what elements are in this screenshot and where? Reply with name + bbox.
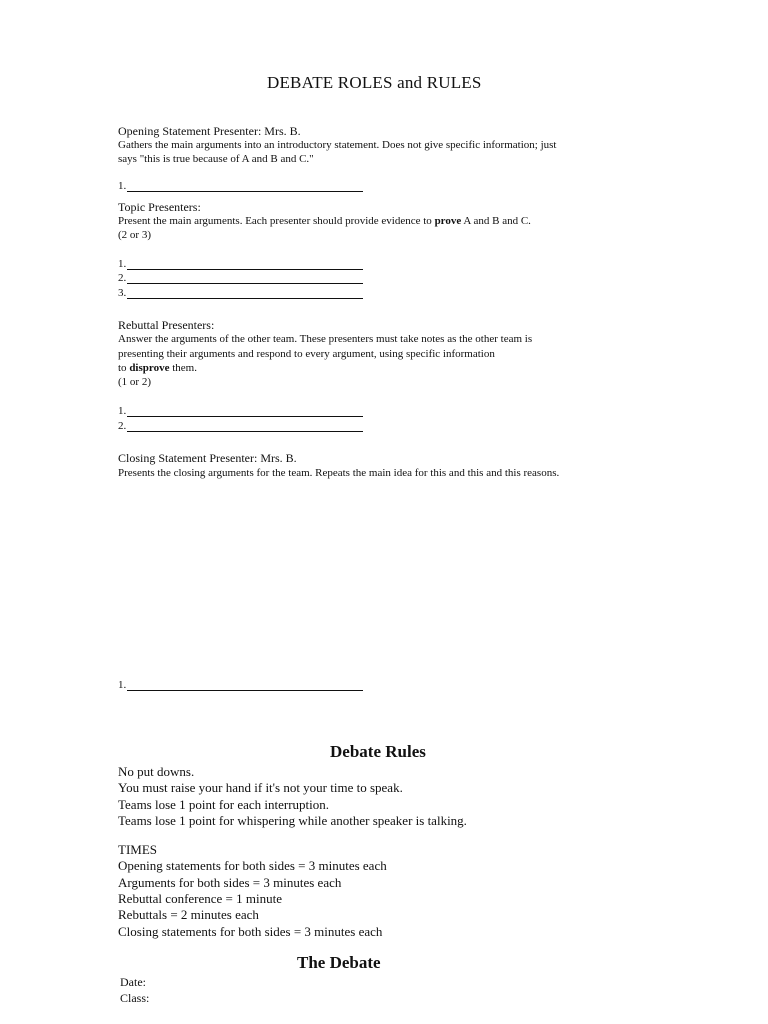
topic-heading: Topic Presenters: [118,200,201,214]
rebuttal-desc-bold: disprove [129,362,170,374]
rebuttal-blank-1[interactable] [118,405,363,417]
time-item: Closing statements for both sides = 3 minutes each [118,924,383,939]
topic-count: (2 or 3) [118,229,151,241]
date-field-label: Date: [120,975,146,989]
rebuttal-desc-line2: presenting their arguments and respond to every argument, using specific information [118,348,495,360]
rebuttal-desc-line3 [118,362,197,374]
blank-line [127,406,363,417]
blank-number: 1. [118,405,127,417]
topic-blank-3[interactable] [118,287,363,299]
debate-heading: The Debate [297,953,381,972]
topic-desc [118,215,531,227]
document-title: DEBATE ROLES and RULES [267,73,482,92]
blank-number: 1. [118,258,127,270]
rebuttal-count: (1 or 2) [118,376,151,388]
blank-line [127,680,363,691]
rebuttal-desc-line1: Answer the arguments of the other team. These presenters must take notes as the other team is [118,333,533,345]
blank-number: 1. [118,679,127,691]
rule-item: Teams lose 1 point for each interruption. [118,797,330,812]
blank-line [127,288,363,299]
topic-blank-1[interactable] [118,258,363,270]
blank-number: 2. [118,272,127,284]
blank-line [127,259,363,270]
blank-line [127,421,363,432]
time-item: Opening statements for both sides = 3 minutes each [118,858,387,873]
time-item: Arguments for both sides = 3 minutes each [118,875,342,890]
opening-desc-line1: Gathers the main arguments into an introductory statement. Does not give specific information; just [118,139,557,151]
rule-item: You must raise your hand if it's not your time to speak. [118,780,403,795]
blank-number: 1. [118,180,127,192]
opening-blank-1[interactable] [118,180,363,192]
blank-line [127,273,363,284]
closing-desc: Presents the closing arguments for the team. Repeats the main idea for this and this and this reasons. [118,467,560,479]
time-item: Rebuttals = 2 minutes each [118,907,259,922]
topic-desc-pre: Present the main arguments. Each presenter should provide evidence to [118,215,435,227]
rule-item: Teams lose 1 point for whispering while another speaker is talking. [118,813,467,828]
time-item: Rebuttal conference = 1 minute [118,891,282,906]
topic-desc-bold: prove [434,215,462,227]
opening-desc-line2: says "this is true because of A and B and C." [118,153,314,165]
rebuttal-blank-2[interactable] [118,420,363,432]
topic-desc-post: A and B and C. [461,215,531,227]
rules-heading: Debate Rules [330,742,426,761]
topic-blank-2[interactable] [118,272,363,284]
class-field-label: Class: [120,991,150,1005]
closing-blank-1[interactable] [118,679,363,691]
rebuttal-heading: Rebuttal Presenters: [118,318,215,332]
rule-item: No put downs. [118,764,195,779]
rebuttal-desc-line3-pre: to [118,362,130,374]
rebuttal-desc-line3-post: them. [169,362,197,374]
closing-heading: Closing Statement Presenter: Mrs. B. [118,451,297,465]
opening-heading: Opening Statement Presenter: Mrs. B. [118,124,301,138]
times-heading: TIMES [118,842,157,857]
blank-number: 2. [118,420,127,432]
blank-line [127,181,363,192]
blank-number: 3. [118,287,127,299]
